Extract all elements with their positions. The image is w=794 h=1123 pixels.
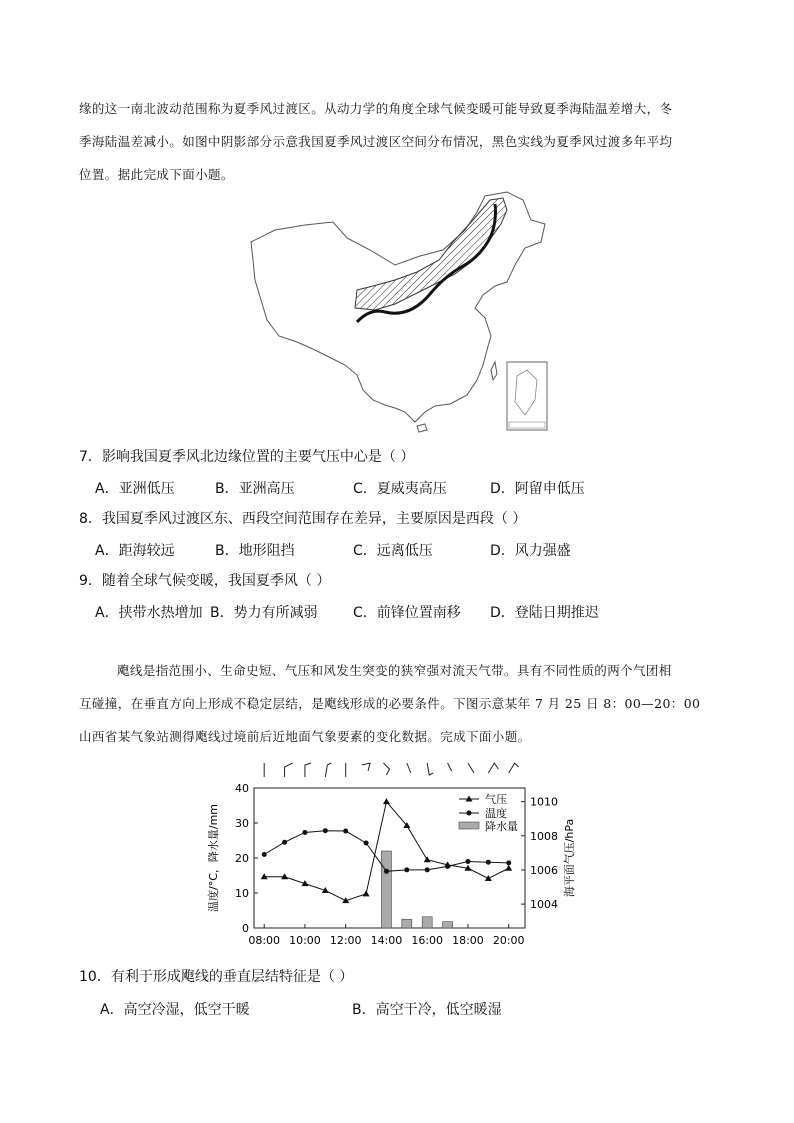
- precipitation-bar: [443, 922, 453, 928]
- pressure-point: [485, 875, 492, 881]
- q8-option-a[interactable]: A．距海较远: [95, 543, 175, 559]
- q9-option-d[interactable]: D．登陆日期推迟: [490, 605, 599, 621]
- wind-barb-icon: [362, 763, 370, 771]
- pressure-point: [505, 865, 512, 871]
- wind-barb-icon: [305, 763, 311, 777]
- question-9-stem: 9．随着全球气候变暖，我国夏季风（ ）: [79, 573, 331, 589]
- south-china-sea-inset: [507, 362, 547, 430]
- squall-line-chart: [195, 755, 585, 955]
- x-tick-label: 10:00: [289, 934, 321, 947]
- q10-option-a[interactable]: A．高空冷湿，低空干暖: [100, 1002, 250, 1018]
- question-7-stem: 7．影响我国夏季风北边缘位置的主要气压中心是（ ）: [79, 449, 415, 465]
- precipitation-bar: [402, 919, 412, 928]
- wind-barb-icon: [325, 763, 331, 777]
- x-tick-label: 18:00: [452, 934, 484, 947]
- x-tick-label: 16:00: [411, 934, 444, 947]
- precipitation-bar: [422, 917, 432, 928]
- legend: [459, 792, 518, 833]
- temperature-point: [323, 828, 328, 833]
- x-tick-label: 08:00: [248, 934, 281, 947]
- y-right-tick-label: 1010: [530, 795, 558, 809]
- right-axis-label: 海平面气压/hPa: [563, 818, 576, 898]
- x-tick-label: 20:00: [492, 934, 525, 947]
- passage-2-line: 互碰撞，在垂直方向上形成不稳定层结，是飑线形成的必要条件。下图示意某年 7 月 25 日 8：00—20：00: [79, 696, 701, 711]
- legend-temperature-label: 温度: [485, 807, 507, 820]
- wind-barbs: [264, 763, 519, 777]
- precipitation-bars: [381, 851, 452, 928]
- q7-option-c[interactable]: C．夏威夷高压: [353, 481, 447, 497]
- wind-barb-icon: [448, 763, 452, 771]
- legend-precipitation-label: 降水量: [485, 820, 518, 833]
- passage-1-line: 缘的这一南北波动范围称为夏季风过渡区。从动力学的角度全球气候变暖可能导致夏季海陆温差增大，冬: [79, 101, 673, 116]
- q7-option-a[interactable]: A．亚洲低压: [95, 481, 175, 497]
- q7-option-b[interactable]: B．亚洲高压: [215, 481, 295, 497]
- temperature-point: [262, 852, 267, 857]
- china-outline: [251, 192, 545, 422]
- wind-barb-icon: [509, 763, 519, 773]
- temperature-point: [486, 860, 491, 865]
- y-left-tick-label: 0: [242, 922, 249, 935]
- x-tick-label: 14:00: [370, 934, 403, 947]
- temperature-point: [445, 864, 450, 869]
- question-8-stem: 8．我国夏季风过渡区东、西段空间范围存在差异，主要原因是西段（ ）: [79, 511, 527, 527]
- y-left-tick-label: 40: [235, 782, 249, 795]
- temperature-point: [404, 867, 409, 872]
- y-left-tick-label: 20: [235, 852, 249, 865]
- q9-option-b[interactable]: B．势力有所减弱: [210, 605, 318, 621]
- passage-1-line: 季海陆温差减小。如图中阴影部分示意我国夏季风过渡区空间分布情况，黑色实线为夏季风过渡多年平均: [79, 134, 673, 149]
- precipitation-bar: [381, 851, 391, 928]
- wind-barb-icon: [427, 763, 433, 775]
- wind-barb-icon: [407, 763, 411, 773]
- pressure-point: [424, 856, 431, 862]
- q8-option-b[interactable]: B．地形阻挡: [215, 543, 295, 559]
- wind-barb-icon: [488, 763, 498, 773]
- pressure-point: [383, 798, 390, 804]
- passage-1: [79, 92, 719, 191]
- china-map-figure: [245, 190, 555, 440]
- passage-2-line: 飑线是指范围小、生命史短、气压和风发生突变的狭窄强对流天气带。具有不同性质的两个气团相: [117, 663, 672, 678]
- temperature-point: [343, 829, 348, 834]
- taiwan-island: [491, 362, 497, 380]
- q7-option-d[interactable]: D．阿留申低压: [490, 481, 585, 497]
- y-right-tick-label: 1006: [530, 863, 558, 877]
- left-axis-label: 温度/°C，降水量/mm: [207, 803, 220, 913]
- temperature-point: [282, 840, 287, 845]
- q8-option-c[interactable]: C．远离低压: [353, 543, 433, 559]
- wind-barb-icon: [468, 763, 474, 773]
- q9-option-c[interactable]: C．前锋位置南移: [353, 605, 461, 621]
- q10-option-b[interactable]: B．高空干冷，低空暖湿: [352, 1002, 502, 1018]
- y-right-tick-label: 1004: [530, 898, 558, 912]
- hainan-island: [417, 424, 427, 432]
- legend-precipitation-marker: [459, 822, 479, 829]
- passage-2: [79, 654, 719, 753]
- y-left-tick-label: 30: [235, 817, 249, 830]
- temperature-point: [384, 869, 389, 874]
- y-right-tick-label: 1008: [530, 829, 558, 843]
- legend-pressure-label: 气压: [485, 793, 507, 806]
- q8-option-d[interactable]: D．风力强盛: [490, 543, 571, 559]
- temperature-point: [465, 859, 470, 864]
- legend-temperature-marker: [467, 811, 472, 816]
- y-left-tick-label: 10: [235, 887, 249, 900]
- pressure-point: [363, 890, 370, 896]
- wind-barb-icon: [383, 763, 389, 775]
- q9-option-a[interactable]: A．挟带水热增加: [95, 605, 203, 621]
- wind-barb-icon: [285, 763, 293, 777]
- temperature-point: [302, 830, 307, 835]
- temperature-point: [364, 840, 369, 845]
- passage-1-line: 位置。据此完成下面小题。: [79, 167, 234, 182]
- question-10-stem: 10．有利于形成飑线的垂直层结特征是（ ）: [79, 969, 354, 985]
- x-tick-label: 12:00: [329, 934, 362, 947]
- temperature-point: [506, 860, 511, 865]
- passage-2-line: 山西省某气象站测得飑线过境前后近地面气象要素的变化数据。完成下面小题。: [79, 729, 531, 744]
- temperature-point: [425, 867, 430, 872]
